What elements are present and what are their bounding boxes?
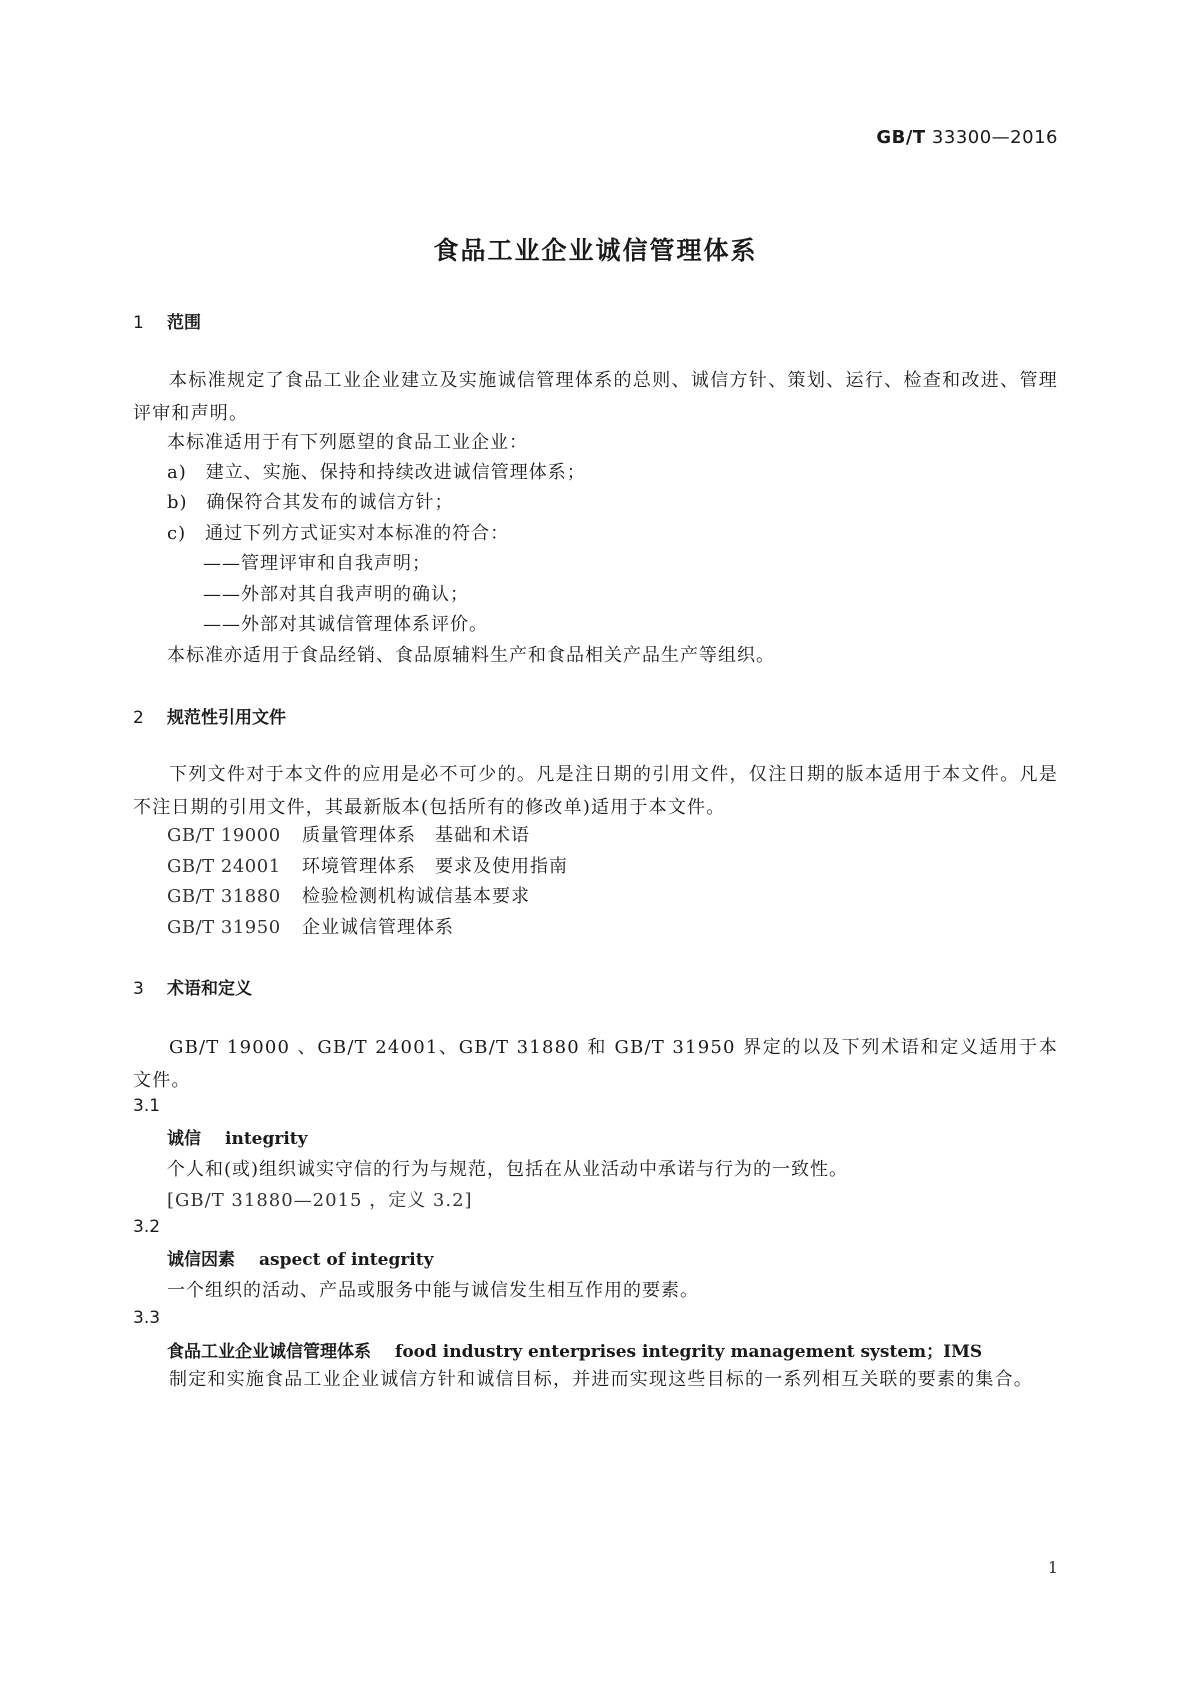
term-number: 3.1 — [133, 1096, 161, 1116]
reference-code: GB/T 31950 — [167, 917, 281, 938]
reference-title: 企业诚信管理体系 — [302, 917, 454, 938]
scope-item-a: a) 建立、实施、保持和持续改进诚信管理体系； — [167, 462, 586, 483]
term-number: 3.3 — [133, 1308, 161, 1328]
section-title: 范围 — [167, 313, 201, 333]
scope-subitem-2: ——外部对其自我声明的确认； — [203, 584, 469, 605]
reference-code: GB/T 31880 — [167, 886, 281, 907]
term-definition: 制定和实施食品工业企业诚信方针和诚信目标，并进而实现这些目标的一系列相互关联的要素的集合。 — [169, 1369, 1033, 1390]
scope-item-b: b) 确保符合其发布的诚信方针； — [167, 492, 454, 513]
scope-paragraph-2: 本标准适用于有下列愿望的食品工业企业： — [167, 432, 528, 453]
term-heading — [167, 1337, 982, 1362]
term-definition: 个人和(或)组织诚实守信的行为与规范，包括在从业活动中承诺与行为的一致性。 — [167, 1159, 849, 1180]
section-number: 1 — [133, 313, 144, 333]
standard-number — [876, 127, 1058, 148]
document-title: 食品工业企业诚信管理体系 — [433, 236, 758, 265]
section-title: 术语和定义 — [167, 979, 252, 999]
term-zh: 诚信 — [167, 1129, 201, 1149]
standard-code: 33300—2016 — [931, 127, 1058, 148]
scope-paragraph-3: 本标准亦适用于食品经销、食品原辅料生产和食品相关产品生产等组织。 — [167, 645, 775, 666]
section-title: 规范性引用文件 — [167, 708, 286, 728]
scope-subitem-3: ——外部对其诚信管理体系评价。 — [203, 614, 488, 635]
reference-title: 质量管理体系 基础和术语 — [302, 825, 530, 846]
scope-subitem-1: ——管理评审和自我声明； — [203, 553, 431, 574]
term-zh: 诚信因素 — [167, 1250, 235, 1270]
reference-item — [167, 821, 530, 847]
section-number: 2 — [133, 708, 144, 728]
normative-paragraph: 下列文件对于本文件的应用是必不可少的。凡是注日期的引用文件，仅注日期的版本适用于本文件。凡是不注日期的引用文件，其最新版本(包括所有的修改单)适用于本文件。 — [133, 764, 1058, 818]
reference-title: 检验检测机构诚信基本要求 — [302, 886, 530, 907]
term-en: aspect of integrity — [259, 1250, 434, 1270]
reference-item — [167, 913, 454, 939]
term-source: [GB/T 31880—2015 ，定义 3.2] — [167, 1190, 473, 1211]
section-number: 3 — [133, 979, 144, 999]
scope-item-c: c) 通过下列方式证实对本标准的符合： — [167, 523, 510, 544]
section-heading-terms — [133, 974, 252, 999]
reference-item — [167, 882, 530, 908]
reference-item — [167, 852, 568, 878]
page-number: 1 — [1047, 1558, 1058, 1577]
section-heading-normative — [133, 703, 286, 728]
term-zh: 食品工业企业诚信管理体系 — [167, 1342, 371, 1362]
standard-prefix: GB/T — [876, 127, 926, 148]
term-heading — [167, 1245, 434, 1270]
scope-paragraph-1: 本标准规定了食品工业企业建立及实施诚信管理体系的总则、诚信方针、策划、运行、检查和改进、管理评审和声明。 — [133, 370, 1058, 424]
term-heading — [167, 1124, 308, 1149]
reference-code: GB/T 24001 — [167, 856, 281, 877]
term-en: integrity — [225, 1129, 308, 1149]
reference-code: GB/T 19000 — [167, 825, 281, 846]
term-en: food industry enterprises integrity management system；IMS — [395, 1342, 983, 1362]
term-definition: 一个组织的活动、产品或服务中能与诚信发生相互作用的要素。 — [167, 1280, 699, 1301]
term-number: 3.2 — [133, 1217, 161, 1237]
section-heading-scope — [133, 308, 201, 333]
reference-title: 环境管理体系 要求及使用指南 — [302, 856, 568, 877]
terms-paragraph: GB/T 19000 、GB/T 24001、GB/T 31880 和 GB/T 31950 界定的以及下列术语和定义适用于本文件。 — [133, 1037, 1058, 1091]
